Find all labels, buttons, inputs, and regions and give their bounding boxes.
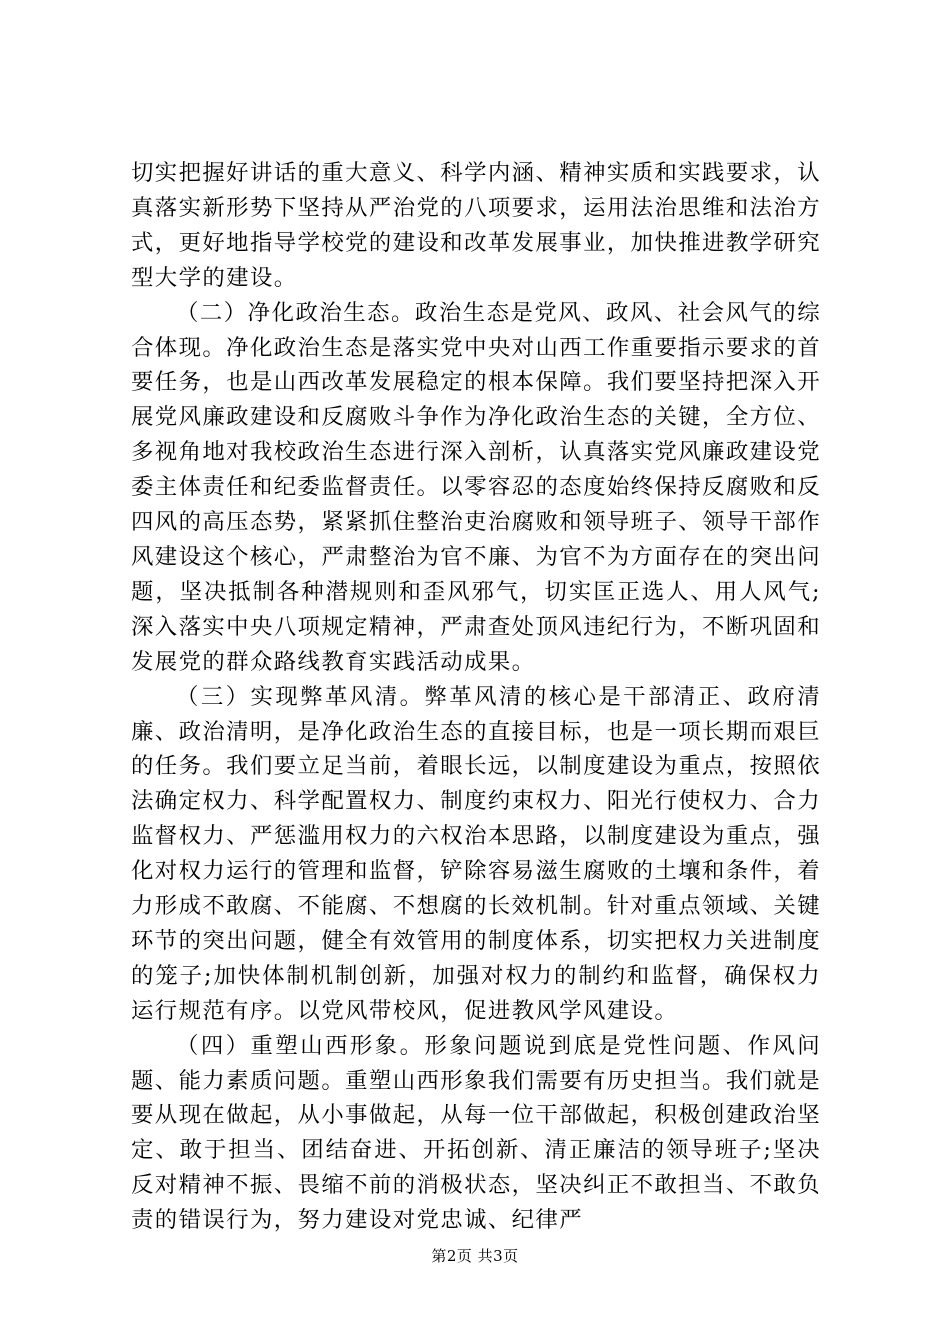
paragraph-continuation: 切实把握好讲话的重大意义、科学内涵、精神实质和实践要求，认真落实新形势下坚持从严治党的八项要求，运用法治思维和法治方式，更好地指导学校党的建设和改革发展事业，加快推进教学研究型大学的建设。: [131, 160, 821, 291]
paragraph-reshape-image: （四）重塑山西形象。形象问题说到底是党性问题、作风问题、能力素质问题。重塑山西形象我们需要有历史担当。我们就是要从现在做起，从小事做起，从每一位干部做起，积极创建政治坚定、敢于担当、团结奋进、开拓创新、清正廉洁的领导班子;坚决反对精神不振、畏缩不前的消极状态，坚决纠正不敢担当、不敢负责的错误行为，努力建设对党忠诚、纪律严: [131, 1032, 821, 1234]
document-body: [131, 156, 821, 1238]
paragraph-clean-governance: （三）实现弊革风清。弊革风清的核心是干部清正、政府清廉、政治清明，是净化政治生态的直接目标，也是一项长期而艰巨的任务。我们要立足当前，着眼长远，以制度建设为重点，按照依法确定权力、科学配置权力、制度约束权力、阳光行使权力、合力监督权力、严惩滥用权力的六权治本思路，以制度建设为重点，强化对权力运行的管理和监督，铲除容易滋生腐败的土壤和条件，着力形成不敢腐、不能腐、不想腐的长效机制。针对重点领域、关键环节的突出问题，健全有效管用的制度体系，切实把权力关进制度的笼子;加快体制机制创新，加强对权力的制约和监督，确保权力运行规范有序。以党风带校风，促进教风学风建设。: [131, 683, 821, 1024]
page-number-footer: 第2页 共3页: [431, 1247, 519, 1265]
paragraph-purify-political-ecology: （二）净化政治生态。政治生态是党风、政风、社会风气的综合体现。净化政治生态是落实党中央对山西工作重要指示要求的首要任务，也是山西改革发展稳定的根本保障。我们要坚持把深入开展党风廉政建设和反腐败斗争作为净化政治生态的关键，全方位、多视角地对我校政治生态进行深入剖析，认真落实党风廉政建设党委主体责任和纪委监督责任。以零容忍的态度始终保持反腐败和反四风的高压态势，紧紧抓住整治吏治腐败和领导班子、领导干部作风建设这个核心，严肃整治为官不廉、为官不为方面存在的突出问题，坚决抵制各种潜规则和歪风邪气，切实匡正选人、用人风气;深入落实中央八项规定精神，严肃查处顶风违纪行为，不断巩固和发展党的群众路线教育实践活动成果。: [131, 299, 821, 675]
